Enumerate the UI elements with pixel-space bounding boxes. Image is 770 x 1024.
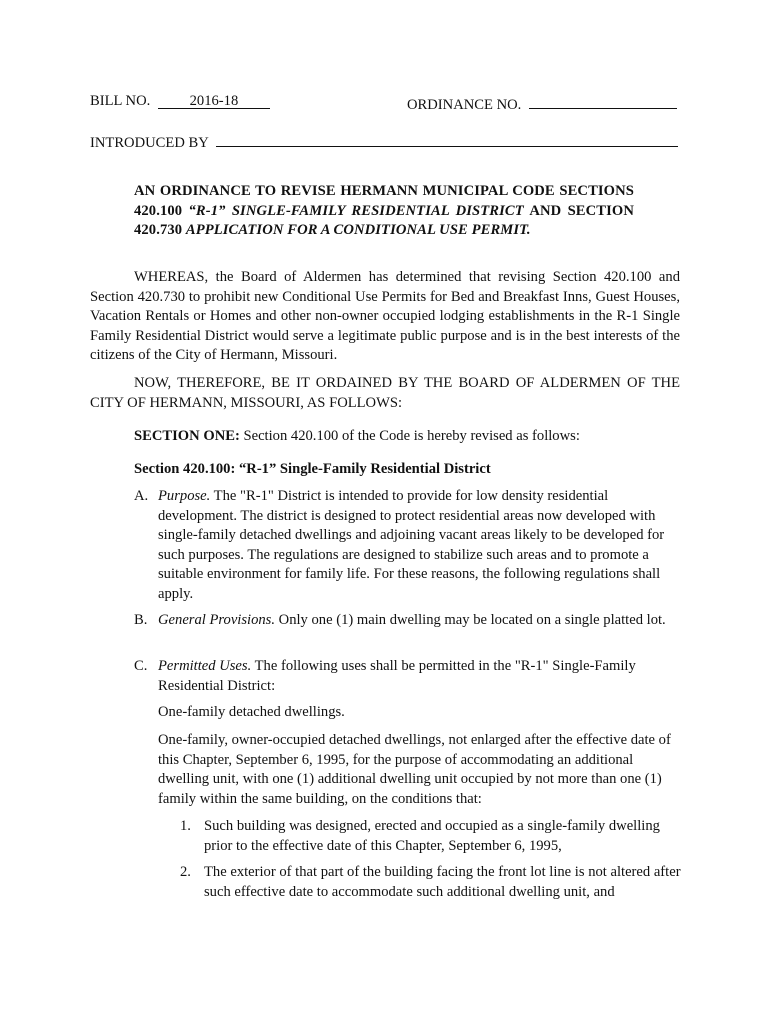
introduced-by-label: INTRODUCED BY [90, 135, 209, 151]
ordinance-title [134, 182, 634, 241]
condition-number: 1. [180, 818, 191, 834]
bill-number-label: BILL NO. [90, 93, 151, 109]
item-body [158, 657, 682, 696]
ordinance-number-line [529, 92, 677, 109]
condition-text: The exterior of that part of the building facing the front lot line is not altered after such effective date to accommodate such additional dwelling unit, and [204, 864, 681, 900]
section-one-line [134, 427, 580, 447]
item-body [158, 611, 682, 631]
title-part-4: APPLICATION FOR A CONDITIONAL USE PERMIT. [185, 222, 531, 238]
item-letter: A. [134, 488, 149, 504]
section-one-label: SECTION ONE: [134, 428, 240, 444]
bill-number-field [90, 92, 270, 112]
permitted-use-2: One-family, owner-occupied detached dwellings, not enlarged after the effective date of this Chapter, September 6, 1995, for the purpose of accommodating an additional dwelling unit, with one (1) additional dwelling unit occupied by not more than one (1) family within the same building, on the conditions that: [158, 732, 671, 807]
item-text: The following uses shall be permitted in the "R-1" Single-Family Residential District: [158, 658, 636, 694]
now-therefore-paragraph: NOW, THEREFORE, BE IT ORDAINED BY THE BOARD OF ALDERMEN OF THE CITY OF HERMANN, MISSOURI, AS FOLLOWS: [90, 375, 680, 411]
introduced-by-field [90, 130, 678, 154]
condition-number: 2. [180, 864, 191, 880]
item-letter: B. [134, 612, 148, 628]
ordinance-number-field [407, 92, 677, 116]
item-letter: C. [134, 658, 148, 674]
bill-number-value: 2016-18 [189, 93, 239, 109]
section-one-text: Section 420.100 of the Code is hereby revised as follows: [239, 428, 580, 444]
title-part-2: “R-1” SINGLE-FAMILY RESIDENTIAL DISTRICT [188, 202, 524, 219]
item-lead: Purpose. [158, 488, 211, 504]
whereas-paragraph: WHEREAS, the Board of Aldermen has determined that revising Section 420.100 and Section 420.730 to prohibit new Conditional Use Permits for Bed and Breakfast Inns, Guest Houses, Vacation Rentals or Homes and other non-owner occupied lodging establishments in the R-1 Single Family Residential District would serve a legitimate public purpose and is in the best interests of the citizens of the City of Hermann, Missouri. [90, 269, 680, 363]
ordinance-number-label: ORDINANCE NO. [407, 97, 522, 113]
condition-text: Such building was designed, erected and occupied as a single-family dwelling prior to the effective date of this Chapter, September 6, 1995, [204, 818, 660, 854]
bill-number-line [158, 92, 270, 109]
item-body [158, 487, 682, 604]
title-part-3: AND SECTION 420.730 [134, 202, 634, 238]
permitted-use-1: One-family detached dwellings. [158, 704, 345, 720]
title-part-1: AN ORDINANCE TO REVISE HERMANN MUNICIPAL CODE SECTIONS 420.100 [134, 183, 634, 219]
item-text: The "R-1" District is intended to provide for low density residential development. The district is designed to protect residential areas now developed with single-family detached dwellings and adjoining vacant areas likely to be developed for such purposes. The regulations are designed to stabilize such areas and to promote a suitable environment for family life. For these reasons, the following regulations shall apply. [158, 488, 665, 602]
item-lead: General Provisions. [158, 612, 276, 628]
item-lead: Permitted Uses. [158, 658, 252, 674]
introduced-by-line [216, 130, 678, 147]
item-text: Only one (1) main dwelling may be located on a single platted lot. [275, 612, 666, 628]
section-heading: Section 420.100: “R-1” Single-Family Residential District [134, 461, 491, 477]
